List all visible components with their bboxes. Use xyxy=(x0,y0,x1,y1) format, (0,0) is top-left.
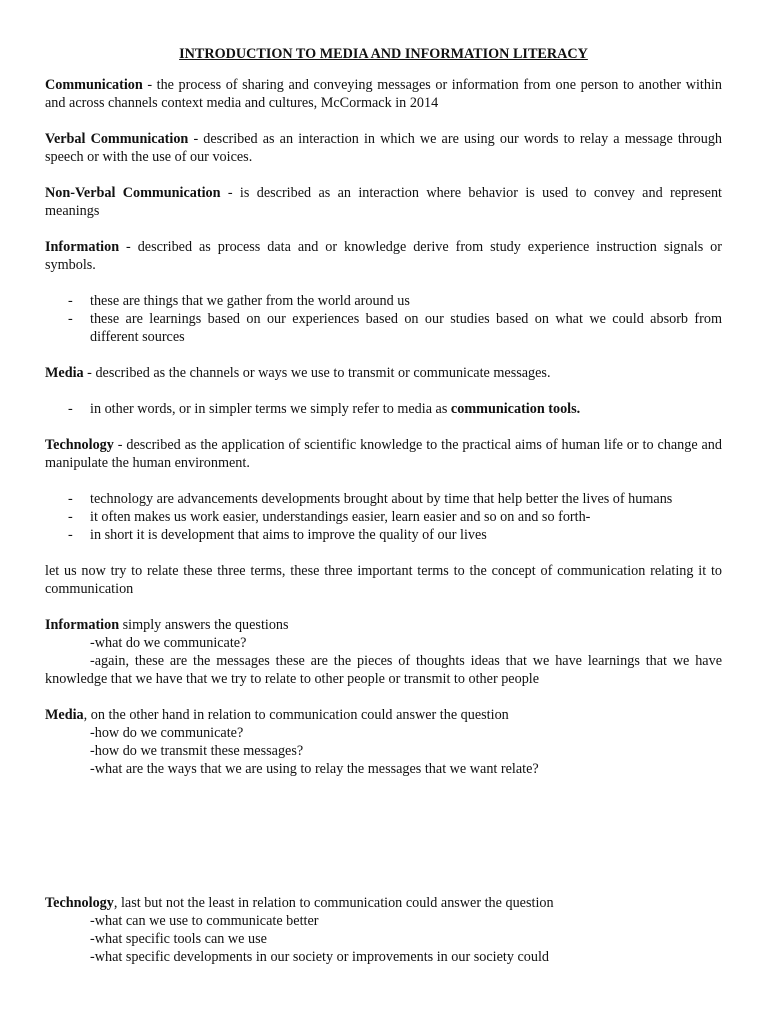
relate-paragraph: let us now try to relate these three terms, these three important terms to the concept of communication relating it to communication xyxy=(45,563,722,597)
term-information-q: Information xyxy=(45,617,120,633)
nonverbal-text: - is described as an interaction where behavior is used to convey and represent meanings xyxy=(45,185,722,219)
term-information: Information xyxy=(45,239,120,255)
list-item: - in other words, or in simpler terms we simply refer to media as communication tools. xyxy=(68,401,581,417)
dash-bullet: - xyxy=(68,527,73,543)
list-item: - technology are advancements developments brought about by time that help better the lives of humans xyxy=(68,491,673,507)
media-definition xyxy=(45,364,722,382)
list-item: - these are learnings based on our experiences based on our studies based on what we could absorb from different sources xyxy=(68,311,722,345)
blank-space xyxy=(45,796,722,894)
media-questions: Media, on the other hand in relation to communication could answer the question -how do we communicate? -how do we transmit these messages? -what are the ways that we are using to relay the messages that we want relate? xyxy=(45,706,722,778)
technology-definition xyxy=(45,436,722,472)
term-communication: Communication xyxy=(45,77,143,93)
dash-bullet: - xyxy=(68,509,73,525)
communication-definition xyxy=(45,76,722,112)
information-questions: Information simply answers the questions -what do we communicate? -again, these are the messages these are the pieces of thoughts ideas that we have learnings that we have knowledge that we have that we try to relate to other people or transmit to other people xyxy=(45,617,722,687)
dash-bullet: - xyxy=(68,491,73,507)
technology-questions: Technology, last but not the least in relation to communication could answer the question -what can we use to communicate better -what specific tools can we use -what specific developments in our society or improvements in our society could xyxy=(45,894,722,966)
question-line: -how do we transmit these messages? xyxy=(90,743,304,759)
information-text: - described as process data and or knowledge derive from study experience instruction signals or symbols. xyxy=(45,239,722,273)
technology-bullets xyxy=(45,490,722,544)
communication-tools-bold: communication tools. xyxy=(450,401,581,417)
question-line: -how do we communicate? xyxy=(90,725,244,741)
document-page xyxy=(45,45,722,984)
list-item: - it often makes us work easier, understandings easier, learn easier and so on and so forth- xyxy=(68,509,591,525)
document-title: INTRODUCTION TO MEDIA AND INFORMATION LITERACY xyxy=(179,46,588,62)
verbal-text: - described as an interaction in which we are using our words to relay a message through speech or with the use of our voices. xyxy=(45,131,723,165)
list-item: - in short it is development that aims to improve the quality of our lives xyxy=(68,527,487,543)
question-line: -what can we use to communicate better xyxy=(90,913,319,929)
question-line: -again, these are the messages these are the pieces of thoughts ideas that we have learnings that we have knowledge that we have that we try to relate to other people or transmit to other people xyxy=(45,653,722,687)
verbal-definition xyxy=(45,130,722,166)
communication-text: - the process of sharing and conveying messages or information from one person to another within and across channels context media and cultures, McCormack in 2014 xyxy=(45,77,722,111)
dash-bullet: - xyxy=(68,401,73,417)
term-verbal: Verbal Communication xyxy=(45,131,189,147)
term-technology-q: Technology xyxy=(45,895,114,911)
question-line: -what do we communicate? xyxy=(90,635,247,651)
term-media: Media xyxy=(45,365,84,381)
dash-bullet: - xyxy=(68,293,73,309)
list-item: - these are things that we gather from the world around us xyxy=(68,293,410,309)
term-nonverbal: Non-Verbal Communication xyxy=(45,185,221,201)
dash-bullet: - xyxy=(68,311,73,327)
question-line: -what specific tools can we use xyxy=(90,931,267,947)
nonverbal-definition xyxy=(45,184,722,220)
term-media-q: Media xyxy=(45,707,84,723)
media-text: - described as the channels or ways we use to transmit or communicate messages. xyxy=(83,365,551,381)
question-line: -what specific developments in our society or improvements in our society could xyxy=(90,949,550,965)
information-definition xyxy=(45,238,722,274)
media-bullets xyxy=(45,400,722,418)
information-bullets xyxy=(45,292,722,346)
question-line: -what are the ways that we are using to relay the messages that we want relate? xyxy=(90,761,539,777)
term-technology: Technology xyxy=(45,437,114,453)
technology-text: - described as the application of scientific knowledge to the practical aims of human life or to change and manipulate the human environment. xyxy=(45,437,722,471)
